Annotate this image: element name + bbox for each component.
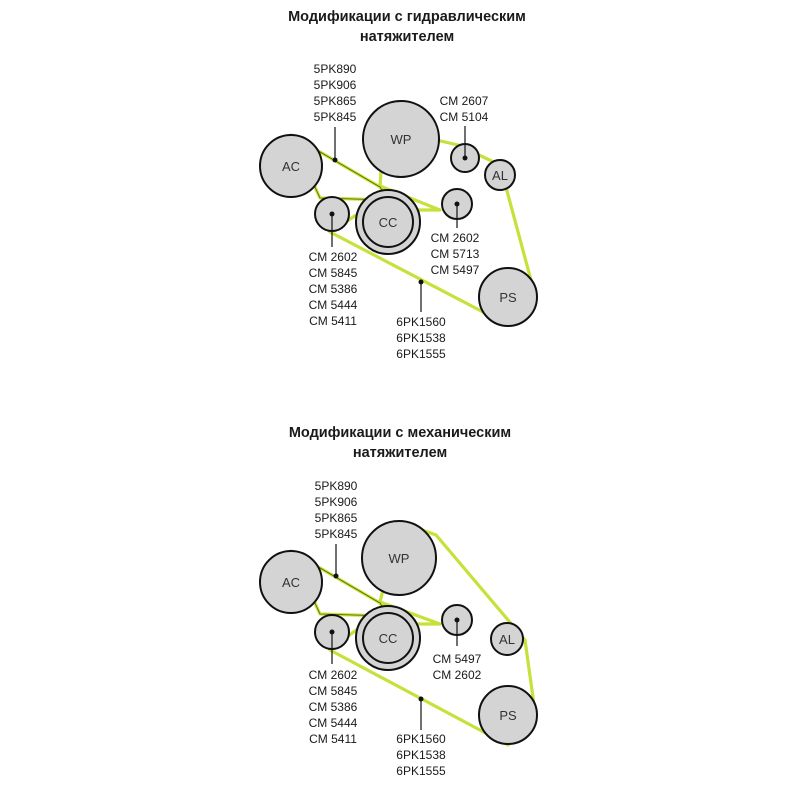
svg-text:CM 5713: CM 5713 [430, 247, 480, 261]
svg-text:5PK906: 5PK906 [314, 495, 358, 509]
svg-text:CM 2607: CM 2607 [439, 94, 489, 108]
svg-text:5PK845: 5PK845 [313, 110, 357, 124]
svg-text:CM 5386: CM 5386 [308, 700, 358, 714]
svg-text:CM 5386: CM 5386 [308, 282, 358, 296]
svg-text:CM 2602: CM 2602 [308, 668, 358, 682]
diagram2-pulley-ps [479, 686, 537, 744]
svg-text:6PK1538: 6PK1538 [396, 331, 446, 345]
svg-text:CM 5104: CM 5104 [439, 110, 489, 124]
svg-text:5PK865: 5PK865 [314, 511, 358, 525]
diagram2-pulley-cc [356, 606, 420, 670]
diagram1-pulley-al [485, 160, 515, 190]
svg-text:AL: AL [499, 632, 515, 647]
svg-text:AL: AL [492, 168, 508, 183]
diagram2-pulley-wp [362, 521, 436, 595]
svg-text:CM 2602: CM 2602 [308, 250, 358, 264]
diagram2-label-6pk [396, 732, 446, 778]
svg-text:5PK890: 5PK890 [314, 479, 358, 493]
svg-text:PS: PS [499, 290, 517, 305]
svg-text:AC: AC [281, 575, 301, 590]
diagram1-label-idler-top [440, 94, 489, 124]
svg-text:6PK1538: 6PK1538 [396, 748, 446, 762]
diagram1-label-6pk [396, 315, 446, 361]
svg-text:WP: WP [390, 132, 412, 147]
diagram2-label-tensioner [309, 668, 358, 746]
diagram1-title-line1: Модификации с гидравлическим [288, 9, 526, 25]
svg-text:CM 5411: CM 5411 [309, 314, 357, 328]
diagram1-pulley-ac [260, 135, 322, 197]
svg-text:5PK890: 5PK890 [313, 62, 357, 76]
svg-text:CM 5845: CM 5845 [308, 684, 358, 698]
svg-text:6PK1560: 6PK1560 [396, 732, 446, 746]
svg-text:CM 5411: CM 5411 [309, 732, 357, 746]
svg-text:6PK1555: 6PK1555 [396, 764, 446, 778]
diagram1-label-idler-mid [431, 231, 480, 277]
diagram-mechanical-tensioner [260, 425, 537, 778]
diagram1-pulley-cc [356, 190, 420, 254]
diagram1-pulley-wp [363, 101, 439, 177]
diagram1-pulley-ps [479, 268, 537, 326]
svg-text:6PK1560: 6PK1560 [396, 315, 446, 329]
svg-text:CM 5845: CM 5845 [308, 266, 358, 280]
svg-text:AC: AC [281, 159, 301, 174]
svg-text:5PK845: 5PK845 [314, 527, 358, 541]
diagram2-label-idler-mid [433, 652, 482, 682]
diagram2-title-line1: Модификации с механическим [288, 425, 512, 441]
svg-text:CM 5497: CM 5497 [430, 263, 480, 277]
diagram2-pulley-al [491, 623, 523, 655]
svg-text:CC: CC [378, 215, 398, 230]
diagram2-label-5pk [315, 479, 358, 541]
diagram2-pulley-ac [260, 551, 322, 613]
diagram-hydraulic-tensioner [260, 9, 537, 361]
svg-text:CM 2602: CM 2602 [432, 668, 482, 682]
diagram1-label-tensioner [309, 250, 358, 328]
svg-text:PS: PS [499, 708, 517, 723]
svg-text:CC: CC [378, 631, 398, 646]
diagram2-title-line2: натяжителем [352, 445, 448, 461]
svg-text:CM 5497: CM 5497 [432, 652, 482, 666]
svg-text:WP: WP [388, 551, 410, 566]
diagram1-label-5pk [314, 62, 357, 124]
svg-text:CM 2602: CM 2602 [430, 231, 480, 245]
svg-text:6PK1555: 6PK1555 [396, 347, 446, 361]
svg-text:CM 5444: CM 5444 [308, 716, 358, 730]
diagram1-title-line2: натяжителем [359, 29, 455, 45]
svg-text:5PK865: 5PK865 [313, 94, 357, 108]
svg-text:CM 5444: CM 5444 [308, 298, 358, 312]
svg-text:5PK906: 5PK906 [313, 78, 357, 92]
